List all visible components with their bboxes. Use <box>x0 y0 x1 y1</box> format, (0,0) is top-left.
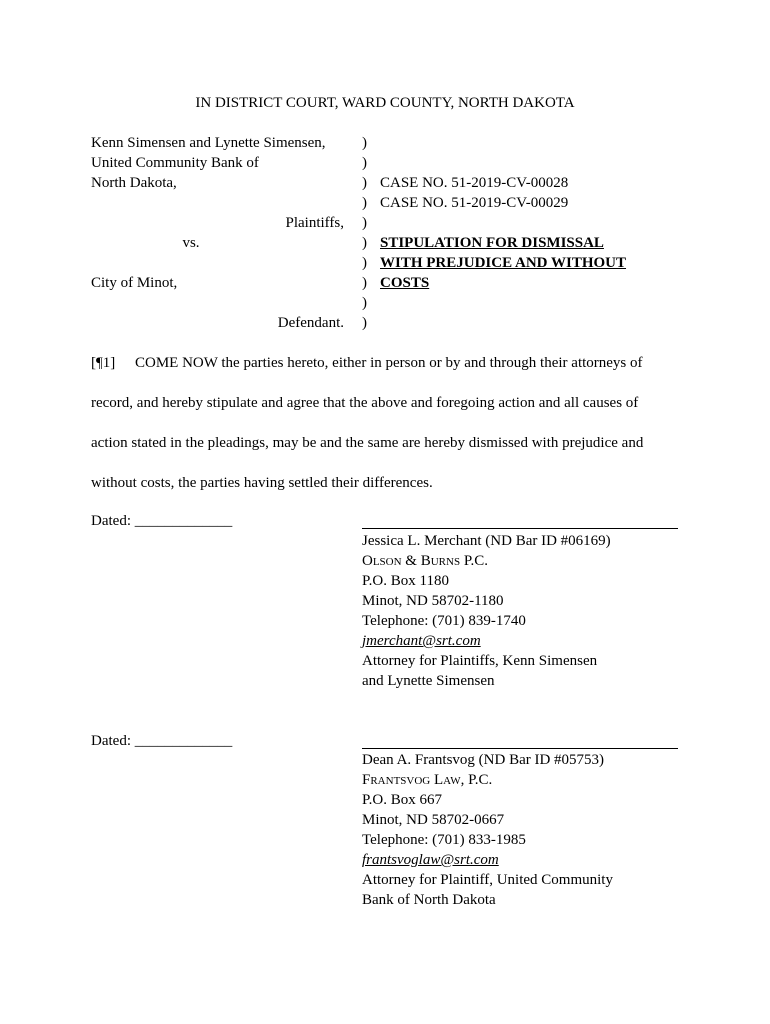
address-line-2: Minot, ND 58702-1180 <box>362 593 504 609</box>
paragraph-line-2: record, and hereby stipulate and agree that the above and foregoing action and all causes of <box>91 395 639 411</box>
plaintiffs-label: Plaintiffs, <box>285 215 344 231</box>
plaintiffs-line-2: United Community Bank of <box>91 155 259 171</box>
address-line-2: Minot, ND 58702-0667 <box>362 812 505 828</box>
dated-line: Dated: _____________ <box>91 513 233 529</box>
versus-label: vs. <box>182 235 200 251</box>
paren: ) <box>362 255 367 271</box>
paren: ) <box>362 135 367 151</box>
address-line-1: P.O. Box 1180 <box>362 573 449 589</box>
signature-block <box>362 750 613 910</box>
case-number-2: CASE NO. 51-2019-CV-00029 <box>380 195 569 211</box>
telephone: Telephone: (701) 833-1985 <box>362 832 526 848</box>
email-link[interactable]: frantsvoglaw@srt.com <box>362 852 499 868</box>
defendant-name: City of Minot, <box>91 275 178 291</box>
firm-name: Olson & Burns P.C. <box>362 553 489 569</box>
attorney-role-line-2: Bank of North Dakota <box>362 892 496 908</box>
document-title-line-2: WITH PREJUDICE AND WITHOUT <box>380 255 627 271</box>
document-title-line-3: COSTS <box>380 275 430 291</box>
attorney-role-line-1: Attorney for Plaintiffs, Kenn Simensen <box>362 653 598 669</box>
dated-line: Dated: _____________ <box>91 733 233 749</box>
paragraph-line-1: COME NOW the parties hereto, either in person or by and through their attorneys of <box>135 355 643 371</box>
case-number-1: CASE NO. 51-2019-CV-00028 <box>380 175 569 191</box>
attorney-role-line-2: and Lynette Simensen <box>362 673 495 689</box>
email-link[interactable]: jmerchant@srt.com <box>362 633 481 649</box>
attorney-role-line-1: Attorney for Plaintiff, United Community <box>362 872 613 888</box>
signature-block <box>362 531 611 691</box>
paren: ) <box>362 215 367 231</box>
paren: ) <box>362 175 367 191</box>
paren: ) <box>362 155 367 171</box>
plaintiffs-line-3: North Dakota, <box>91 175 177 191</box>
attorney-name: Jessica L. Merchant (ND Bar ID #06169) <box>362 533 611 549</box>
plaintiffs-line-1: Kenn Simensen and Lynette Simensen, <box>91 135 326 151</box>
paren: ) <box>362 275 367 291</box>
court-title: IN DISTRICT COURT, WARD COUNTY, NORTH DAKOTA <box>195 95 575 111</box>
paragraph-number: [¶1] <box>91 355 116 371</box>
paragraph-line-3: action stated in the pleadings, may be and the same are hereby dismissed with prejudice and <box>91 435 644 451</box>
signature-line <box>362 528 678 529</box>
stipulation-paragraph <box>91 353 691 513</box>
address-line-1: P.O. Box 667 <box>362 792 443 808</box>
attorney-name: Dean A. Frantsvog (ND Bar ID #05753) <box>362 752 605 768</box>
caption-divider <box>362 133 376 333</box>
paren: ) <box>362 295 367 311</box>
caption-parties <box>91 133 351 333</box>
paren: ) <box>362 315 367 331</box>
caption-case-info <box>380 133 626 293</box>
firm-name: Frantsvog Law, P.C. <box>362 772 493 788</box>
paragraph-line-4: without costs, the parties having settled their differences. <box>91 475 433 491</box>
paren: ) <box>362 195 367 211</box>
telephone: Telephone: (701) 839-1740 <box>362 613 526 629</box>
defendant-label: Defendant. <box>277 315 344 331</box>
signature-line <box>362 748 678 749</box>
document-title-line-1: STIPULATION FOR DISMISSAL <box>380 235 604 251</box>
paren: ) <box>362 235 367 251</box>
